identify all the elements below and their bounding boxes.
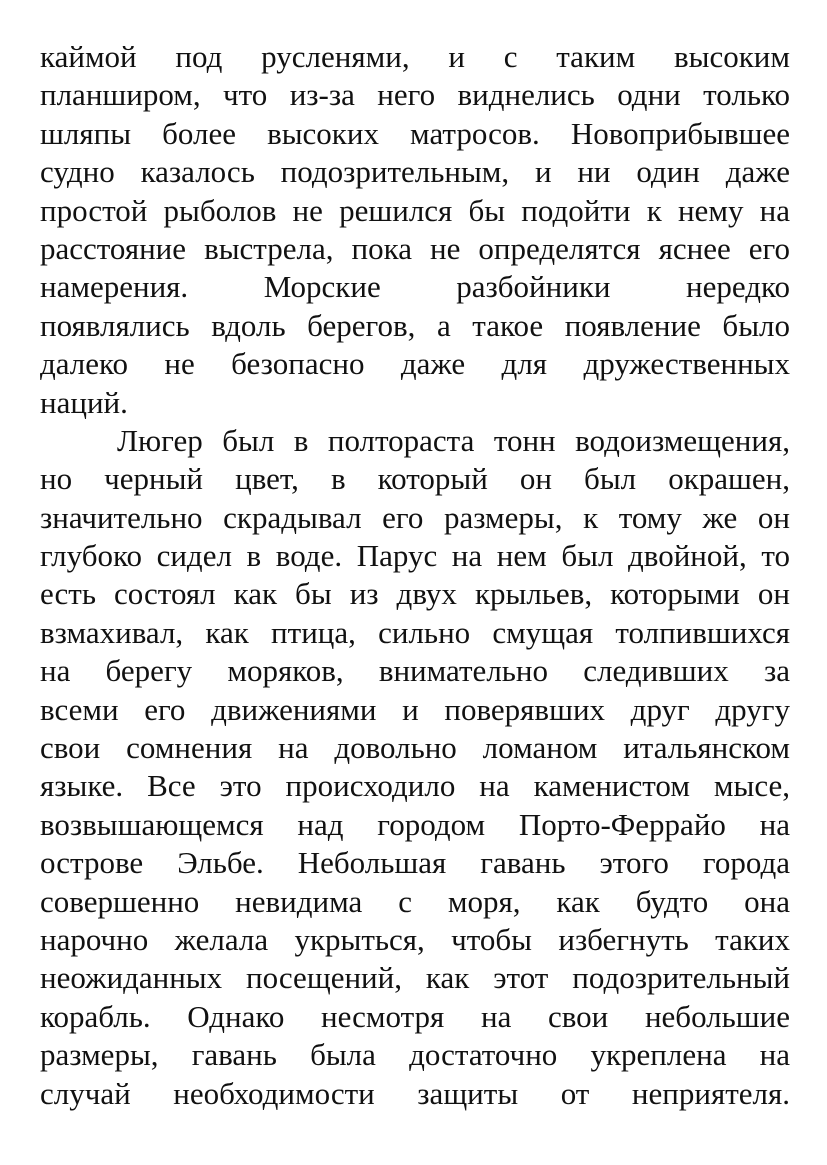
text-line: появлялись вдоль берегов, а такое появление было bbox=[40, 307, 790, 343]
text-line: на берегу моряков, внимательно следивших за bbox=[40, 653, 790, 689]
paragraph-1 bbox=[40, 38, 790, 422]
text-line: свои сомнения на довольно ломаном итальянском bbox=[40, 730, 790, 766]
text-line: острове Эльбе. Небольшая гавань этого города bbox=[40, 845, 790, 881]
text-line: но черный цвет, в который он был окрашен, bbox=[40, 461, 790, 497]
text-line: значительно скрадывал его размеры, к тому же он bbox=[40, 499, 790, 535]
text-line: планширом, что из-за него виднелись одни только bbox=[40, 77, 790, 113]
text-line: возвышающемся над городом Порто-Феррайо на bbox=[40, 806, 790, 842]
text-line: судно казалось подозрительным, и ни один даже bbox=[40, 154, 790, 190]
text-line: простой рыболов не решился бы подойти к нему на bbox=[40, 192, 790, 228]
text-line: намерения. Морские разбойники нередко bbox=[40, 269, 790, 305]
text-line: совершенно невидима с моря, как будто она bbox=[40, 883, 790, 919]
text-line: глубоко сидел в воде. Парус на нем был двойной, то bbox=[40, 538, 790, 574]
text-line: шляпы более высоких матросов. Новоприбывшее bbox=[40, 115, 790, 151]
text-line: размеры, гавань была достаточно укреплена на bbox=[40, 1037, 790, 1073]
text-line: взмахивал, как птица, сильно смущая толпившихся bbox=[40, 614, 790, 650]
text-line: наций. bbox=[40, 384, 128, 420]
text-line: далеко не безопасно даже для дружественных bbox=[40, 346, 790, 382]
text-line: языке. Все это происходило на каменистом мысе, bbox=[40, 768, 790, 804]
text-line: каймой под русленями, и с таким высоким bbox=[40, 39, 790, 74]
text-line: всеми его движениями и поверявших друг другу bbox=[40, 691, 790, 727]
document-page bbox=[40, 38, 790, 1113]
text-line: неожиданных посещений, как этот подозрительный bbox=[40, 960, 790, 996]
text-line: Люгер был в полтораста тонн водоизмещения, bbox=[117, 422, 790, 458]
text-line: расстояние выстрела, пока не определятся яснее его bbox=[40, 230, 790, 266]
paragraph-2 bbox=[40, 422, 790, 1113]
text-line: случай необходимости защиты от неприятеля. bbox=[40, 1075, 790, 1111]
text-line: есть состоял как бы из двух крыльев, которыми он bbox=[40, 576, 790, 612]
text-line: корабль. Однако несмотря на свои небольшие bbox=[40, 998, 790, 1034]
text-line: нарочно желала укрыться, чтобы избегнуть таких bbox=[40, 921, 790, 957]
